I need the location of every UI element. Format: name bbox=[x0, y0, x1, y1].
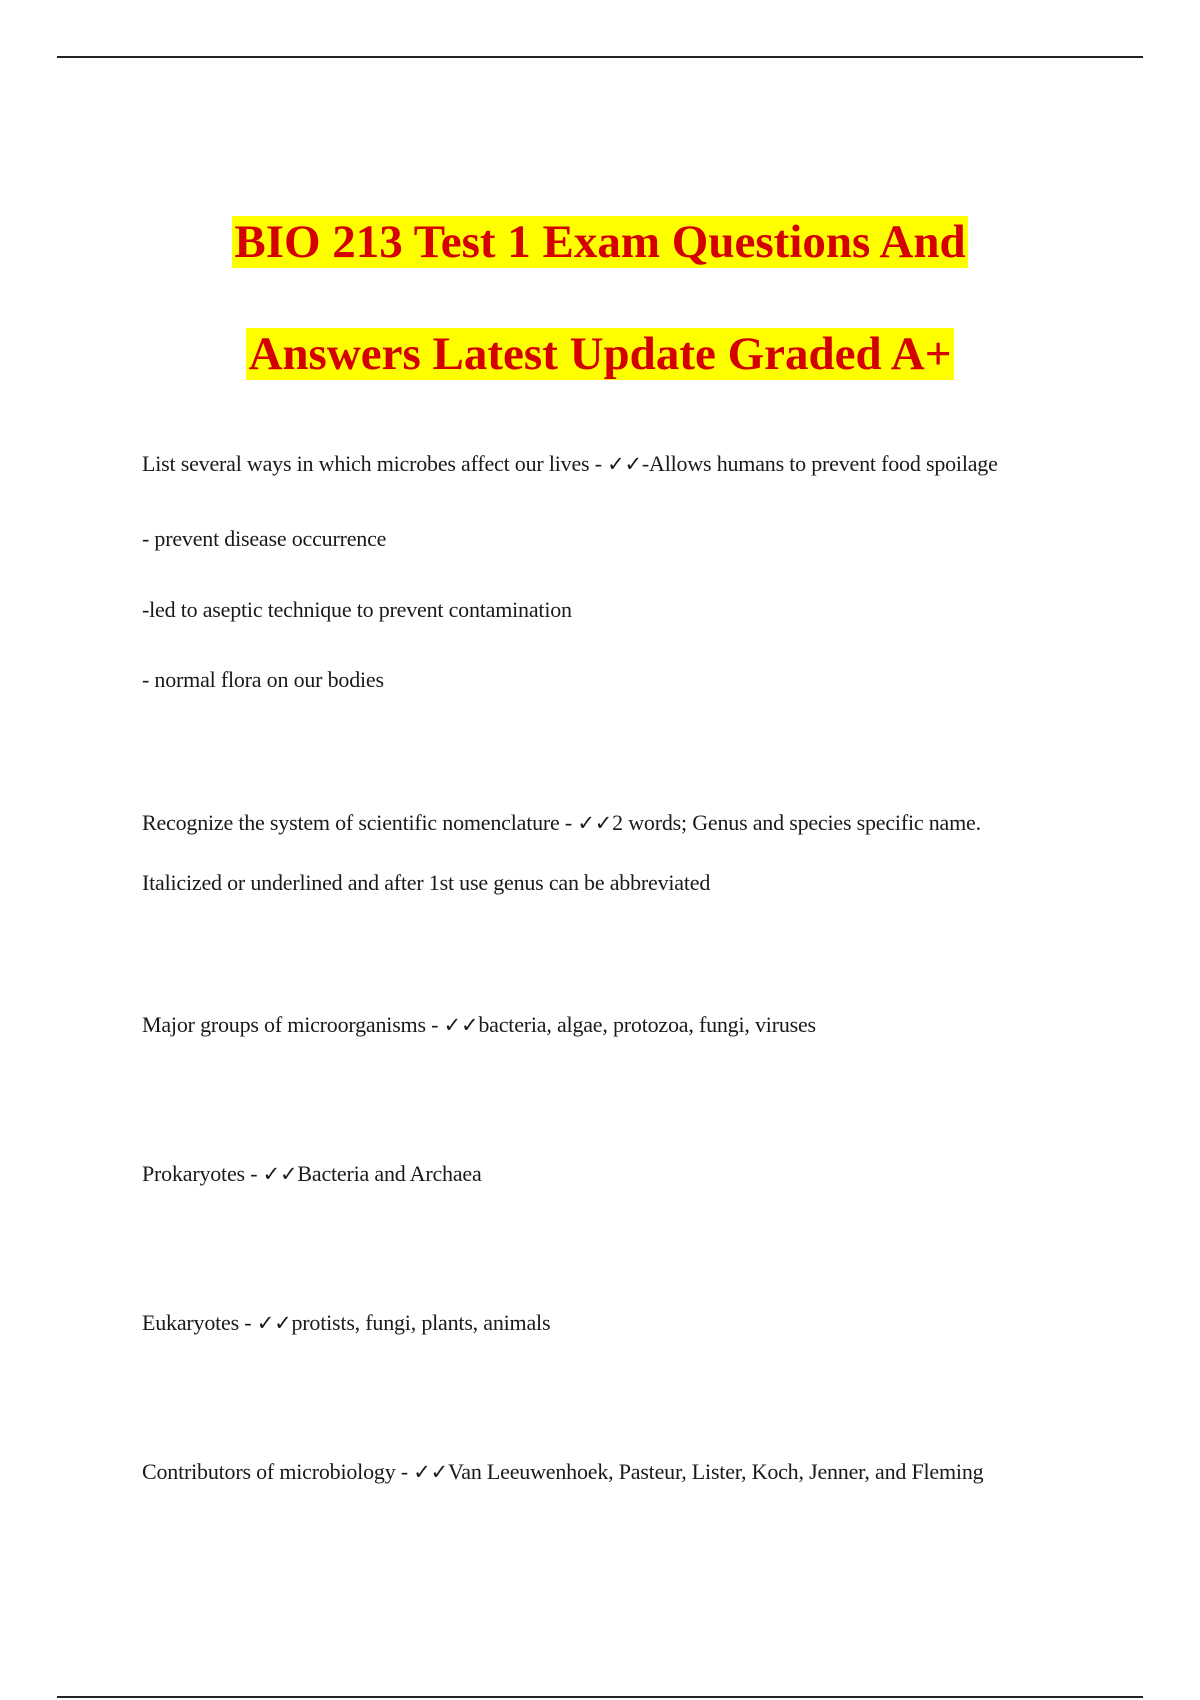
qa-item-1-answer-line-3: -led to aseptic technique to prevent contamination bbox=[142, 597, 572, 622]
bottom-rule bbox=[57, 1696, 1143, 1698]
qa-item-3-question bbox=[142, 1011, 816, 1039]
answer-text: 2 words; Genus and species specific name. bbox=[612, 810, 981, 835]
double-check-icon: ✓✓ bbox=[256, 1311, 292, 1335]
answer-text: bacteria, algae, protozoa, fungi, viruses bbox=[478, 1012, 816, 1037]
question-text: Prokaryotes - bbox=[142, 1161, 263, 1186]
qa-item-1-answer-line-4: - normal flora on our bodies bbox=[142, 667, 384, 692]
double-check-icon: ✓✓ bbox=[607, 452, 642, 476]
question-text: Eukaryotes - bbox=[142, 1310, 257, 1335]
answer-text: Bacteria and Archaea bbox=[297, 1161, 482, 1186]
qa-item-6-question bbox=[142, 1458, 983, 1486]
answer-text: -Allows humans to prevent food spoilage bbox=[641, 451, 998, 476]
top-rule bbox=[57, 56, 1143, 58]
qa-item-1-question bbox=[142, 450, 998, 478]
qa-item-2-answer-line-2: Italicized or underlined and after 1st use genus can be abbreviated bbox=[142, 870, 711, 895]
answer-text: Van Leeuwenhoek, Pasteur, Lister, Koch, Jenner, and Fleming bbox=[448, 1459, 984, 1484]
title-highlight-2: Answers Latest Update Graded A+ bbox=[248, 328, 952, 380]
qa-item-1-answer-line-2: - prevent disease occurrence bbox=[142, 526, 387, 551]
double-check-icon: ✓✓ bbox=[262, 1162, 298, 1186]
qa-item-2-question bbox=[142, 809, 981, 837]
qa-item-4-question bbox=[142, 1160, 482, 1188]
qa-item-5-question bbox=[142, 1309, 550, 1337]
double-check-icon: ✓✓ bbox=[443, 1013, 479, 1037]
answer-text: protists, fungi, plants, animals bbox=[291, 1310, 551, 1335]
title-highlight-1: BIO 213 Test 1 Exam Questions And bbox=[234, 216, 966, 268]
document-title-line-2 bbox=[0, 326, 1200, 382]
question-text: Contributors of microbiology - bbox=[142, 1459, 414, 1484]
question-text: List several ways in which microbes affect our lives - bbox=[142, 451, 608, 476]
document-title-line-1 bbox=[0, 214, 1200, 270]
double-check-icon: ✓✓ bbox=[577, 811, 613, 835]
question-text: Major groups of microorganisms - bbox=[142, 1012, 444, 1037]
double-check-icon: ✓✓ bbox=[413, 1460, 449, 1484]
question-text: Recognize the system of scientific nomenclature - bbox=[142, 810, 578, 835]
